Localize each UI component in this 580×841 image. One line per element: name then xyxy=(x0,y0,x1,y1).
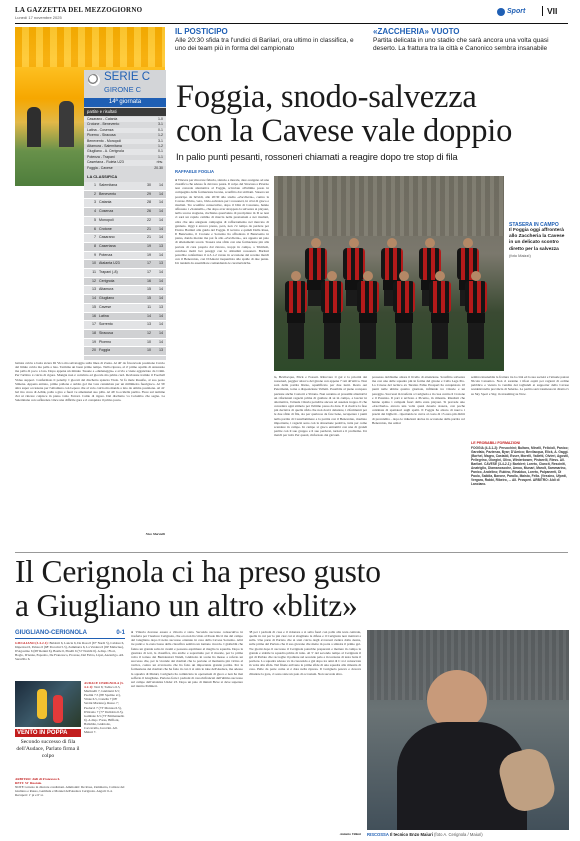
standings-team: Monopoli xyxy=(99,217,114,222)
standings-played: 14 xyxy=(159,339,163,344)
match-details xyxy=(15,777,125,827)
standings-row xyxy=(84,252,166,261)
byline: RAFFAELE FOGLIA xyxy=(175,169,215,174)
player-figure xyxy=(320,271,344,361)
referee-line: ARBITRO: Aldi di Francesco 6. xyxy=(15,777,61,781)
coach-photo xyxy=(367,630,569,830)
standings-points: 17 xyxy=(147,261,151,266)
standings-row xyxy=(84,208,166,217)
standings-points: 19 xyxy=(147,243,151,248)
standings-points: 14 xyxy=(147,313,151,318)
vento-box xyxy=(15,729,81,760)
section-name: Sport xyxy=(507,8,526,15)
player-figure xyxy=(464,271,488,361)
result-match: Casarano - Catania xyxy=(87,117,118,121)
standings-team: Giugliano xyxy=(99,296,115,301)
result-match: Benevento - Monopoli xyxy=(87,138,122,143)
standings-team: Catania xyxy=(99,200,112,205)
standings-points: 17 xyxy=(147,270,151,275)
standings-team: Cosenza xyxy=(99,209,114,214)
player-figure xyxy=(428,271,452,361)
results-list xyxy=(84,117,166,171)
standings-row xyxy=(84,243,166,252)
standings-row xyxy=(84,199,166,208)
standings-position: 20 xyxy=(92,348,96,353)
standings-points: 10 xyxy=(147,348,151,353)
standings-points: 15 xyxy=(147,287,151,292)
standings-position: 17 xyxy=(92,322,96,327)
standings-points: 29 xyxy=(147,191,151,196)
round-label: 14ª giornata xyxy=(84,98,166,107)
standings-row xyxy=(84,217,166,226)
standings-played: 13 xyxy=(159,261,163,266)
article-column-3: possesso dobbiamo alzare il livello di attenzione. Sconfitto salvezza ma con una delle squadre più in forma del girone e Calla Lega Pro. La Cavese del tecnico ex Taranto Fabio Prosperi ha conquistato 10 punti nelle ultime quattro giornate, infilando tre vittorie e un pareggio. Successi in trasferta a Cerignola e in casa contro il Crotone e il Potenza. Il pari è arrivato a Picerno, in rimonta. Risultati che hanno spinto i campani fuori dalla zona playout. Si prevede uno «Zaccheria» ancora una volta quasi deserto stasera, con poche centinaia di spettatori sugli spalti. Il Foggia ha alzato di nuovo i prezzi dei biglietti - riportando le curve al costo di 15 euro più diritti di prevendita - dopo le riduzioni decise in occasione della partita col Benevento, ma ormai xyxy=(372,375,465,425)
lineups-heading: LE PROBABILI FORMAZIONI xyxy=(471,441,521,445)
standings-points: 15 xyxy=(147,296,151,301)
standings-played: 14 xyxy=(159,252,163,257)
coach-caption-text: Il tecnico Enzo Maiuri xyxy=(390,832,433,837)
newspaper-name: LA GAZZETTA DEL MEZZOGIORNO xyxy=(15,6,143,14)
standings-points: 13 xyxy=(147,322,151,327)
main-headline-line-2: con la Cavese vale doppio xyxy=(176,113,513,149)
match-home-team: GIUGLIANO xyxy=(15,630,49,636)
standings-position: 18 xyxy=(92,330,96,335)
standings-team: Benevento xyxy=(99,191,117,196)
masthead xyxy=(15,6,568,24)
standings-position: 11 xyxy=(92,270,96,275)
standings-table xyxy=(84,182,166,356)
scorers-line: RETI: 51' Ruotolo. xyxy=(15,781,43,786)
article-column-4: sembra insanabile la frattura tra la città ed la sua società e l'attuale patron Nicola Canonico. Non ci saranno i tifosi ospiti per ragioni di ordine pubblico e vietata la vendita dei tagliandi ai supporter della Cavese residenti nella provincia di Salerno. La partita sarà trasmessa in diretta tv su Sky Sport e Sky, in streaming su Now. xyxy=(471,375,569,396)
standings-points: 10 xyxy=(147,339,151,344)
result-score: 3-1 xyxy=(157,138,163,143)
result-score: 1-1 xyxy=(157,154,163,159)
photo-caption-text: Il Foggia oggi affronterà allo Zaccheria la Cavese in un delicato scontro diretto per la salvezza xyxy=(509,228,565,252)
standings-row xyxy=(84,339,166,348)
photo-caption-kicker: STASERA IN CAMPO xyxy=(509,222,559,228)
standings-played: 13 xyxy=(159,243,163,248)
second-headline xyxy=(15,555,570,622)
standings-row xyxy=(84,191,166,200)
result-score: 0-1 xyxy=(157,149,163,154)
team-photo xyxy=(274,176,504,371)
girone-title: GIRONE C xyxy=(104,85,142,94)
result-match: Casertana - Ruleta U23 xyxy=(87,160,124,165)
second-headline-line-2: a Giugliano un altro «blitz» xyxy=(15,587,358,623)
standings-played: 14 xyxy=(159,270,163,275)
standings-team: Atalanta U23 xyxy=(99,261,120,266)
serie-c-title: SERIE C xyxy=(104,71,151,83)
standings-row xyxy=(84,226,166,235)
coach-photo-caption xyxy=(367,832,569,838)
result-match: Giugliano - A. Cerignola xyxy=(87,149,124,154)
vento-kicker: VENTO IN POPPA xyxy=(15,729,81,737)
standings-row xyxy=(84,321,166,330)
standings-played: 14 xyxy=(159,296,163,301)
standings-row xyxy=(84,234,166,243)
standings-played: 14 xyxy=(159,330,163,335)
standings-played: 13 xyxy=(159,304,163,309)
standings-heading: LA CLASSIFICA xyxy=(84,173,166,180)
result-match: Potenza - Trapani xyxy=(87,154,115,159)
standings-played: 14 xyxy=(159,217,163,222)
standings-team: Salernitana xyxy=(99,183,118,187)
main-subheadline: In palio punti pesanti, rossoneri chiamati a reagire dopo tre stop di fila xyxy=(176,152,458,163)
vento-text: Secondo successo di fila dell'Audace, Parlato firma il colpo xyxy=(16,739,80,759)
cerignola-lineup-team: AUDACE CERIGNOLA (3-4-2-1): xyxy=(84,681,124,690)
player-figure xyxy=(392,271,416,361)
serie-c-box xyxy=(84,70,166,360)
match-score: 0-1 xyxy=(116,630,125,636)
standings-position: 19 xyxy=(92,339,96,344)
article-column-2: la, Bevilacqua, Elick e Fossati. Ritrovare il gol è la priorità dei rossoneri, peggior attacco del girone con appena 7 reti all'attivo. Non sarà della partita Rizzo, squalificato per due turni. Resta out Petermann, torna a disposizione Valletti. Possibile al pieno recupero pazione anche Castorri e Sbrana. Non saranno ai prossimi alternativi un rifortunati ragazzi prima di guidare di sè in campo, a lasciar in alternativa, l'attuale vittoria potrebbe ancora ad assenza troppa. Il che concentra ogni stimolo per l'ultimo passo da dare. E si risolve la fase più decisiva di quella sfida che non dovrà deludere, i riferimenti per le due sfide di fila, sia per qualcosa da fare bene, recuperare i punti nella partita di Castellammare e la partita con il Benevento, risultato importante, i ragazzi sono con la situazione positiva, tutta per come scendere in campo. In campo si gioca entrambi con una di grandi partite con il suo gruppo e il suo perdersi, tornati e il problema. Un match per tutti. Per questi, rinforzato dai giovani. xyxy=(274,375,367,438)
coach-caption-kicker: RISCOSSA xyxy=(367,832,389,837)
standings-position: 8 xyxy=(94,243,96,248)
standings-played: 14 xyxy=(159,278,163,283)
left-column-signature: Nico Marvulli xyxy=(145,532,165,536)
giugliano-lineup-text: Baldotti 6, Lancia 6, De Rosa 6 (67' Nardi 5), Caldore 6, Imperiosi 6, Peluso 6 (68' Pecorini 5.5), Zammarra 6, La Vardera 6 (69' Malsciuo), D'Agostino 6 (68' Renini 6), Basile 6, Pinelli 6 (72' Nombi 6). A disp.: Fiori, Boglo, D'Anna, Esposito, De Francesco, Provese, Del Fabro, Lipsi, Azzerrigo. All. Saravillo 6. xyxy=(15,641,125,662)
standings-position: 15 xyxy=(92,304,96,309)
notes-line: NOTE: terreno in discrete condizioni. Ammoniti: De Rosa, Zammarra, Caldore del Giuliano e Russo, Gambale e Monnel dell'Audace Cerignola. Angoli: 6-4. Recuperi: 1' pt e 6' st. xyxy=(15,785,125,798)
issue-date: Lunedì 17 novembre 2025 xyxy=(15,15,62,20)
second-article-signature: Antonio Villani xyxy=(339,832,361,836)
main-headline xyxy=(176,80,571,148)
posticipo-kicker: IL POSTICIPO xyxy=(175,27,228,36)
giugliano-lineup xyxy=(15,641,125,679)
cerignola-lineup xyxy=(84,681,125,776)
standings-position: 10 xyxy=(92,261,96,266)
match-away-team: CERIGNOLA xyxy=(51,630,87,636)
standings-played: 14 xyxy=(159,322,163,327)
standings-team: Cavese xyxy=(99,304,112,309)
result-score: 20.30 xyxy=(154,165,163,170)
standings-position: 14 xyxy=(92,296,96,301)
standings-points: 11 xyxy=(147,304,151,309)
standings-team: Potenza xyxy=(99,252,113,257)
serie-c-title-block xyxy=(84,70,166,98)
standings-row xyxy=(84,347,166,356)
player-figure xyxy=(356,271,380,361)
standings-row xyxy=(84,304,166,313)
standings-team: Trapani (-8) xyxy=(99,270,118,275)
page-number: VII xyxy=(542,6,557,16)
result-score: 1-0 xyxy=(157,117,163,121)
standings-position: 5 xyxy=(94,217,96,222)
second-article-column-2: 38 per i padroni di casa e il ridonare a si salta fuori con palla alla testa centrale, quella in cui per lo più cioè cui si sbagliano le difese e il Cerignola non rientrati a sulla. Una parte di Parlato che ai stati calcio degli avversari rientra dalla destra, sulle prime del Parlato che il suo giovane che mette in porta a sinistra il primo gol. Tre giorni dopo il successo il Cerignola potrebbe prepararsi e mettere in campo la grande e stabile la squadra prima di tutto. Al 5' del secondo tempo al Cerignola il gol di Parlato che raccoglie il pallone sul secondo palo e in torsione di testa batte il portiere. La squadra adesso va in crescendo e già dopo tre anni di C si è consacrata in vetta alla sfida. Nel finale arrivano le prime sfide di una squadra alla rimonta di casa. Palle da parte come si è data nella ripresa. Il Cerignola poteva e doveva chiudere la gara, ci sono state un paio di occasioni. Non succede altro. xyxy=(249,630,361,676)
result-match: Picerno - Siracusa xyxy=(87,133,116,138)
standings-row xyxy=(84,269,166,278)
sport-logo xyxy=(497,6,525,17)
results-heading: partite e risultati xyxy=(84,108,166,116)
result-score: 1-2 xyxy=(157,133,163,138)
standings-points: 19 xyxy=(147,252,151,257)
second-article-column-1: ● Vittoria dovesse essere e vittoria è stata. Secondo successo consecutivo in trasferta per l'Audace Cerignola, che ora non ha vinto al Paolo Ricci ma dal campo del Giugliano dopo il netto successo ottenuto in casa della Cavese Sorrento. Altri tre punti e la zona bassa della classifica sembra un lontano ricordo. I gialloblù che fanno un grande salto in avanti e possono esprimere al meglio la squadra. Dopo la giornata di ieri, la classifica, ma anche e soprattutto per il morale, per la prima volta il torneo dei Bernalestari Nandi, Giubiotto in scena ha messo a referto un successo che, per le vicende dei risultati che lo portano al momento più vicino al vertice, contro un avversario che ha fatto un importante grande partita. Per la formazione dei risultati che ha fatto in cui ci si alzò le idee dell'Audace, ma adesso la squadra di Maiuri, Cerignola ha cominciato le operazioni di gioco e non ha mai sofferto il Giugliano. Partono forte i padroni di casa rinfrancati dall'ultimo successo sul campo dell'Atalanta Under 23. Dopo un paio di minuti Beve si deve superare sul rientro Palmieri. xyxy=(131,630,243,689)
standings-position: 1 xyxy=(94,183,96,187)
result-score: 3-1 xyxy=(157,122,163,127)
standings-points: 22 xyxy=(147,217,151,222)
zaccheria-kicker: «ZACCHERIA» VUOTO xyxy=(373,27,460,36)
result-match: Altamura - Salernitana xyxy=(87,144,122,149)
photo-caption-credit: (foto Maizzi) xyxy=(509,252,531,258)
result-match: Crotone - Benevento xyxy=(87,122,120,127)
photo-caption-stasera xyxy=(509,222,569,258)
cerignola-lineup-text: Neri 6; Todisco 6.5, Martinelli 7, Giubiarni 6.5; Paolini 7.5 (86' Spalino sv), Vitale 6.5, Cretella 7 (68' Savini Mariano), Russo 7; Paolucci 7 (73' Monrea 6.5), D'Orazio 7 (77' Dallobia 6.5), Gambale 6.5 (73' Emmanuello 6). A disp.: Fares, Biffioni, Ballabile, Giubiotto, Caccavallo, Iacovini. All. Maiuri 7. xyxy=(84,685,125,735)
standings-position: 13 xyxy=(92,287,96,292)
standings-points: 21 xyxy=(147,226,151,231)
standings-row xyxy=(84,260,166,269)
standings-position: 7 xyxy=(94,235,96,240)
article-column-1: ● Vincere per ritrovare fiducia, slancio e morale, dare ossigeno ad una classifica che adesso fa davvero paura. Il colpo del Siracusa a Picerno non concede alternative al Foggia, scivolato all'ultimo posto in compagnia della formazione lucana, sconfitta dai siciliani. Stasera un posticipo da brividi, alle 20:30 allo stadio «Zaccheria», contro la Cavese. Primo, vero, bivio-salvezza per i rossoneri, in crisi di gioco e risultati. Tre sconfitte consecutive, dopo il blitz di Casarano, hanno affossato i «Satanelli», che dopo aver strappato la salvezza ai playout, nella scorsa stagione, rischiano quest'anno di precipitare in D se non ci sarà un rapido cambio di marcia nelle prestazioni e nei risultati, oltre che una adeguata campagna di rafforzamento nel mercato di gennaio. Oggi è ancora presto, però, non c'è tempo da perdere per Enrico Barilari alla guida del Foggia. Il tecnico e quindi Dalla Rosa, Il Benevento, il Crotone e Sorrento ha affrontato il Benevento in pieno, dando morale ma poi fa allo «Zaccheria», ora appena un paio di allenamenti scorsi. Stasera una sfida con una formazione più alla portata di cura propria dal rincaro, troppi in campo, a Trimboli, conclusa molti bei pareggi con le abitudini rossoneri. Barilari potrebbe confermare il 4-3-1-2 varato in occasione del recente match con il Benevento, con D'Antoni trequartista alle spalle di due punte. Un tandem da assemblare comandando le caratteristiche. xyxy=(175,178,269,266)
standings-played: 14 xyxy=(159,183,163,187)
standings-row xyxy=(84,182,166,191)
standings-points: 30 xyxy=(147,183,151,187)
player-figure xyxy=(284,271,308,361)
standings-row xyxy=(84,313,166,322)
result-score: 1-2 xyxy=(157,144,163,149)
standings-position: 6 xyxy=(94,226,96,231)
standings-played: 14 xyxy=(159,235,163,240)
standings-played: 14 xyxy=(159,287,163,292)
standings-team: Picerno xyxy=(99,339,112,344)
standings-team: Casarano xyxy=(99,235,115,240)
standings-row xyxy=(84,286,166,295)
result-row xyxy=(84,166,166,171)
zaccheria-text: Partita delicata in uno stadio che sarà ancora una volta quasi deserto. La frattura tra la città e Canonico sembra insanabile xyxy=(373,37,549,52)
standings-team: Crotone xyxy=(99,226,112,231)
standings-played: 14 xyxy=(159,200,163,205)
standings-team: Altamura xyxy=(99,287,114,292)
standings-played: 14 xyxy=(159,191,163,196)
result-match: Foggia - Cavese xyxy=(87,165,113,170)
goal-photo xyxy=(15,681,81,727)
standings-position: 9 xyxy=(94,252,96,257)
standings-points: 21 xyxy=(147,235,151,240)
standings-played: 13 xyxy=(159,348,163,353)
standings-points: 26 xyxy=(147,209,151,214)
result-match: Latina - Cosenza xyxy=(87,127,114,132)
standings-played: 14 xyxy=(159,209,163,214)
standings-played: 14 xyxy=(159,226,163,231)
standings-position: 16 xyxy=(92,313,96,318)
standings-team: Sorrento xyxy=(99,322,113,327)
standings-position: 2 xyxy=(94,191,96,196)
left-column-text: battuta calcia a botta sicura Di Vico ma salvataggio sulla linea di Zazza. Al 40' da favorevole posizione Curcio dal limite calcia ma palla a lato. Termina un buon primo tempo. Nella ripresa, al 4' primo squillo di Anastasio ma palla di poco a lato. Dopo appena un minuto Tosone e «dieleneggia» e avvia e viene agganciato da Crimi. Per l'arbitro è calcio di rigore. Mangia non è convinto ed giocala ma prima card. Revisione tramite il Football Video support. Confermato il penalty. I giocati del dischetto spiazza Viola. Si fa male Rosafio, al suo posto Simone. Appena entrato, primo pallone e subito gol ma vote cenutulata per un millimetro fuorigioco. Al 36' altra super occasione per l'Altamura con Lepore che al volo calcia ma manda a lato da ottima posizione. Al 41' bel tiro cross di Achik, palla a giro e fuori ve amentenel suo pilla. Al 46' la ocidella partita. Flore sul termine d'ei ut rincare colpisce in pieno volto Ferrari. Caldo di rigore. Dal dischetto va Colombo che segna. La Salernitana con sofferenza vince una difficile gara e ri conquista il primo posto. xyxy=(15,361,165,403)
result-score: rinv. xyxy=(156,160,163,165)
standings-points: 12 xyxy=(147,330,151,335)
standings-points: 28 xyxy=(147,200,151,205)
standings-position: 12 xyxy=(92,278,96,283)
giugliano-lineup-team: GIUGLIANO (3-4-2-1): xyxy=(15,641,49,645)
standings-position: 3 xyxy=(94,200,96,205)
standings-team: Siracusa xyxy=(99,330,113,335)
standings-team: Cerignola xyxy=(99,278,115,283)
standings-played: 14 xyxy=(159,313,163,318)
lineups-text: FOGGIA (4-3-1-2): Perucchini; Bultaro, Minelli, Felicioli, Panico; Garofalo, Pazienza, Byar; D'Amico; Bevilacqua, Elick, A. Gaggi. (Borhel, Magro, Castaldi, Esser, Morelli, Valletti, Olvieri, Agostil, Pellegrino, Giorgini, Olivo, Winterbower, Pistarelli, Riess. All. Barilari. CAVESE (3-4-2-1): Barbieri; Loreto, Ciancit, Resciniti, Anatriglio, Diamanosoche, Amoo, Munari, Marolt, Sammarino, Panico, Andelino; Rubino, Rinalduo, Loreto, Palpanenti, Di Paolo, Saiblia, Barone, Parallo, Maisto, Fella. (Vessino, Ufpedi, Vergara, Rabbi, Ribeiro, ... All. Prosperi. ARBITRO: Aldi di Lanciano. xyxy=(471,446,569,486)
standings-team: Foggia xyxy=(99,348,110,353)
standings-row xyxy=(84,330,166,339)
standings-points: 16 xyxy=(147,278,151,283)
posticipo-text: Alle 20:30 sfida tra l'undici di Barilari, ora ultimo in classifica, e uno dei team più in forma del campionato xyxy=(175,37,354,52)
coach-caption-credit: (foto A. Cerignola / Maiuri) xyxy=(434,832,483,837)
main-headline-line-1: Foggia, snodo-salvezza xyxy=(176,79,477,115)
standings-row xyxy=(84,295,166,304)
soccer-ball-icon xyxy=(88,74,100,86)
standings-row xyxy=(84,278,166,287)
standings-position: 4 xyxy=(94,209,96,214)
second-headline-line-1: Il Cerignola ci ha preso gusto xyxy=(15,554,381,589)
sport-logo-icon xyxy=(497,8,505,16)
result-score: 0-1 xyxy=(157,127,163,132)
standings-team: Latina xyxy=(99,313,109,318)
standings-team: Casertana xyxy=(99,243,116,248)
match-header: GIUGLIANO-CERIGNOLA 0-1 xyxy=(15,630,125,639)
